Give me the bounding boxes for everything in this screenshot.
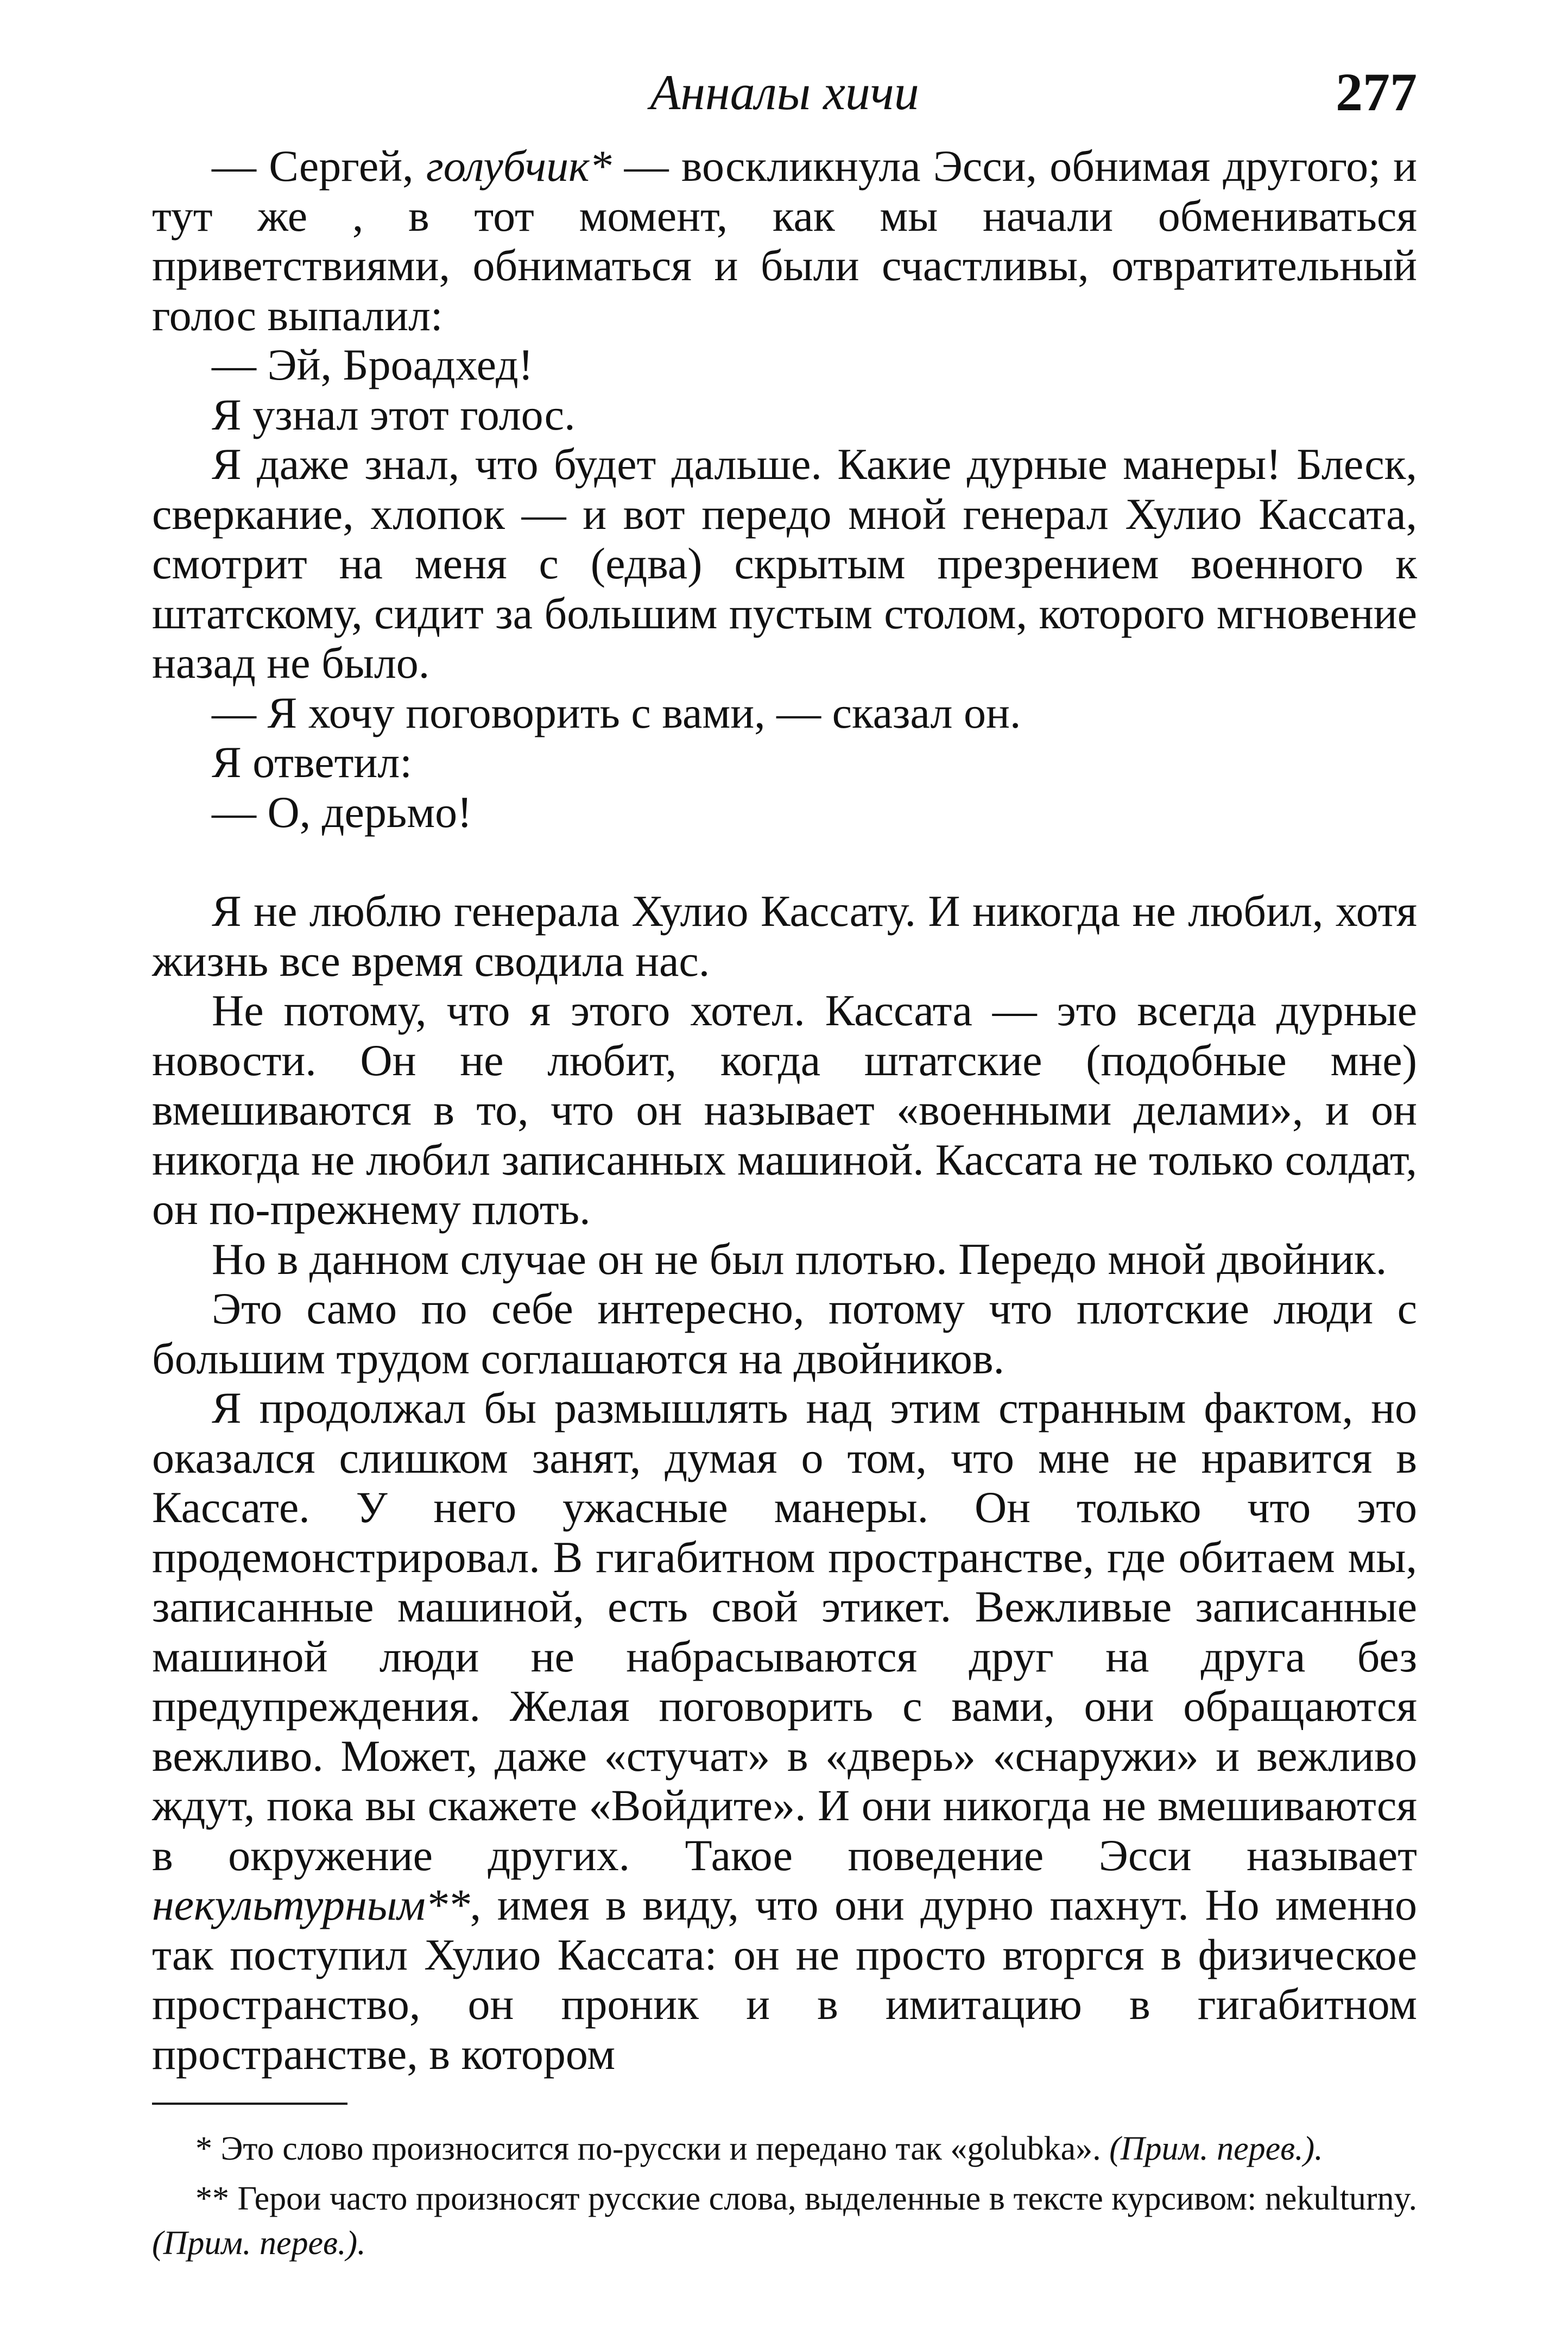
running-title: Анналы хичи — [650, 65, 919, 120]
italic-word: некультурным** — [152, 1880, 470, 1929]
paragraph: — О, дерьмо! — [212, 787, 472, 837]
paragraph: Не потому, что я этого хотел. Кассата — это всегда дурные новости. Он не любит, когда штатские (подобные мне) вмешиваются в то, что он называет «военными делами», и он никогда не любил записанных машиной. Кассата не только солдат, он по-прежнему плоть. — [152, 986, 1417, 1234]
book-page — [152, 60, 1417, 2271]
footnotes — [152, 2126, 1417, 2265]
paragraph: Я ответил: — [212, 737, 412, 787]
page-header — [152, 60, 1417, 141]
footnote: ** Герои часто произносят русские слова, выделенные в тексте курсивом: nekulturny. (Прим. перев.). — [152, 2180, 1417, 2262]
main-text — [152, 141, 1417, 2079]
paragraph: — Сергей, голубчик* — воскликнула Эсси, обнимая другого; и тут же , в тот момент, как мы начали обмениваться приветствиями, обниматься и были счастливы, отвратительный голос выпалил: — [152, 141, 1417, 340]
footnote-divider — [152, 2103, 347, 2105]
paragraph: Я не люблю генерала Хулио Кассату. И никогда не любил, хотя жизнь все время сводила нас. — [152, 886, 1417, 986]
paragraph: Это само по себе интересно, потому что плотские люди с большим трудом соглашаются на двойников. — [152, 1284, 1417, 1383]
footnote: * Это слово произносится по-русски и передано так «golubka». (Прим. перев.). — [195, 2130, 1323, 2167]
paragraph: — Эй, Броадхед! — [212, 340, 534, 389]
italic-word: голубчик* — [426, 141, 612, 191]
paragraph: Я узнал этот голос. — [212, 389, 576, 439]
paragraph: Я продолжал бы размышлять над этим странным фактом, но оказался слишком занят, думая о том, что мне не нравится в Кассате. У него ужасные манеры. Он только что это продемонстрировал. В гигабитном пространстве, где обитаем мы, записанные машиной, есть свой этикет. Вежливые записанные машиной люди не набрасываются друг на друга без предупреждения. Желая поговорить с вами, они обращаются вежливо. Может, даже «стучат» в «дверь» «снаружи» и вежливо ждут, пока вы скажете «Войдите». И они никогда не вмешиваются в окружение других. Такое поведение Эсси называет некультурным**, имея в виду, что они дурно пахнут. Но именно так поступил Хулио Кассата: он не просто вторгся в физическое пространство, он проник и в имитацию в гигабитном пространстве, в котором — [152, 1383, 1417, 2079]
paragraph: — Я хочу поговорить с вами, — сказал он. — [212, 687, 1021, 737]
page-number: 277 — [1336, 62, 1417, 122]
paragraph: Я даже знал, что будет дальше. Какие дурные манеры! Блеск, сверкание, хлопок — и вот передо мной генерал Хулио Кассата, смотрит на меня с (едва) скрытым презрением военного к штатскому, сидит за большим пустым столом, которого мгновение назад не было. — [152, 439, 1417, 687]
paragraph: Но в данном случае он не был плотью. Передо мной двойник. — [212, 1234, 1387, 1284]
